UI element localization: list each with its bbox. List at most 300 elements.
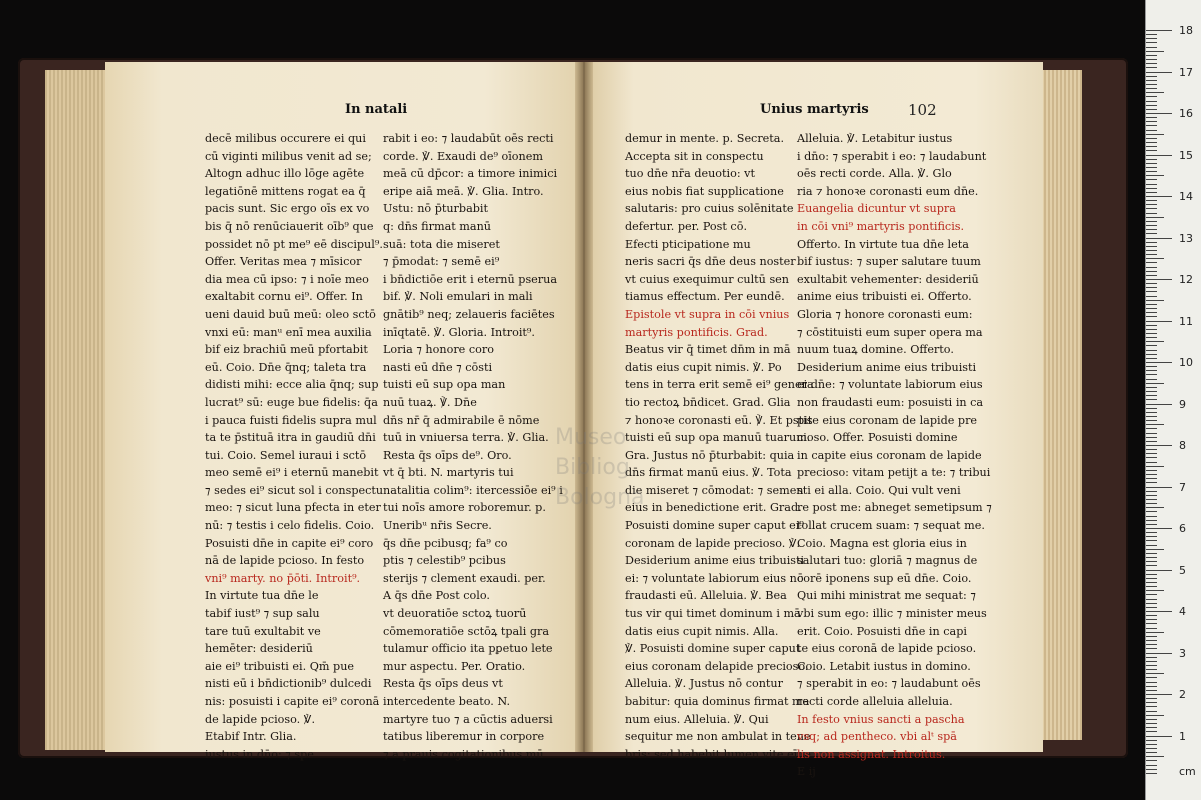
ruler-tick [1146,731,1157,732]
ruler-tick [1146,565,1157,566]
text-line: Coio. Magna est gloria eius in [797,536,967,550]
ruler-tick [1146,412,1157,413]
text-line: ta te p̄stituā itra in gaudiū dn̄i [205,431,376,445]
ruler-tick [1146,350,1157,351]
ruler-tick [1146,101,1157,102]
ruler-tick [1146,744,1157,745]
ruler-tick [1146,213,1157,214]
ruler-tick [1146,233,1157,234]
ruler-tick [1146,30,1172,31]
gutter [575,62,593,752]
text-line: corde. ℣. Exaudi de⁹ oīonem [383,149,543,163]
ruler-tick [1146,96,1157,97]
text-line: ptis ⁊ celestib⁹ pcibus [383,554,506,568]
text-line: martyre tuo ⁊ a cūctis aduersi [383,712,553,726]
ruler-tick [1146,146,1157,147]
watermark-line-3: Bologna [555,485,645,510]
ruler-tick [1146,341,1164,342]
text-line: nis: posuisti i capite ei⁹ coronā [205,695,380,708]
ruler-tick [1146,196,1172,197]
text-line: dn̄s nr̄ q̄ admirabile ē nōme [383,413,540,427]
text-line: ⁊ sperabit in eo: ⁊ laudabunt oēs [797,677,981,691]
ruler-tick [1146,499,1157,500]
ruler-tick [1146,702,1157,703]
ruler-tick [1146,532,1157,533]
ruler-tick [1146,287,1157,288]
text-line: A q̄s dn̄e Post colo. [383,589,490,603]
text-line: mur aspectu. Per. Oratio. [383,659,526,673]
ruler-tick [1146,682,1157,683]
ruler-tick [1146,433,1157,434]
ruler-tick [1146,366,1157,367]
ruler-tick [1146,76,1157,77]
text-line: tiamus effectum. Per eundē. [625,290,785,304]
ruler-tick [1146,740,1157,741]
ruler-tick [1146,55,1157,56]
ruler-tick [1146,673,1164,674]
ruler-tick [1146,677,1157,678]
ruler-tick [1146,105,1157,106]
text-line: datis eius cupit nimis. ℣. Po [625,360,782,374]
ruler-number: 3 [1179,646,1186,660]
text-line: vt q̄ bti. N. martyris tui [383,466,514,480]
ruler-tick [1146,275,1157,276]
ruler-tick [1146,653,1172,654]
text-line: pacis sunt. Sic ergo oīs ex vo [205,202,370,216]
text-line: tus vir qui timet dominum i mā [625,607,801,621]
text-line: sti ei alla. Coio. Qui vult veni [797,483,961,497]
text-line: datis eius cupit nimis. Alla. [625,624,779,638]
text-line: cū viginti milibus venit ad se; [205,149,372,163]
text-line: Altogn adhuc illo lōge agēte [205,167,365,181]
text-line: Loria ⁊ honore coro [383,343,494,357]
ruler-number: 6 [1179,522,1186,535]
text-line: bif. ℣. Noli emulari in mali [383,290,533,304]
text-line: Qui mihi ministrat me sequat: ⁊ [797,589,976,603]
ruler-tick [1146,482,1157,483]
ruler-tick [1146,225,1157,226]
text-line: vni⁹ marty. no p̄ōti. Introit⁹. [205,571,361,585]
ruler-tick [1146,491,1157,492]
text-line: ei: ⁊ voluntate labiorum eius nō [625,571,804,585]
ruler-number: 18 [1179,24,1193,37]
ruler-tick [1146,408,1157,409]
text-line: i dn̄o: ⁊ sperabit i eo: ⁊ laudabunt [797,149,987,163]
ruler-tick [1146,325,1157,326]
text-line: nuū tuaꝝ. ℣. Dn̄e [383,395,477,409]
ruler-tick [1146,599,1157,600]
ruler-tick [1146,362,1172,363]
ruler-tick [1146,503,1157,504]
text-line: E ij [797,765,816,779]
ruler-tick [1146,478,1157,479]
text-line: pite eius coronam de lapide pre [797,413,978,427]
text-line: oēs recti corde. Alla. ℣. Glo [797,167,952,181]
text-line: meo semē ei⁹ i eternū manebit [205,466,379,480]
text-line: ⁊ sedes ei⁹ sicut sol i conspectu [205,483,384,497]
ruler-number: 9 [1179,397,1186,411]
text-line: in cōi vni⁹ martyris pontificis. [797,219,965,233]
text-line: recti corde alleluia alleluia. [797,695,953,708]
text-line: decē milibus occurere ei qui [205,132,366,145]
left-running-head: In natali [345,102,408,117]
ruler-tick [1146,47,1157,48]
text-line: Etabif Intr. Glia. [205,730,297,744]
ruler-tick [1146,623,1157,624]
ruler-tick [1146,437,1157,438]
ruler-tick [1146,711,1157,712]
text-line: Posuisti domine super caput ei⁹ [625,519,804,533]
text-line: suā: tota die miseret [383,237,500,251]
ruler-tick [1146,188,1157,189]
text-line: gnātib⁹ neq; zelaueris faciētes [383,307,555,321]
ruler-tick [1146,773,1157,774]
text-line: legatiōnē mittens rogat ea q̄ [205,184,366,198]
text-line: didisti mihi: ecce alia q̄nq; sup [205,378,379,392]
ruler-tick [1146,615,1157,616]
text-line: salutaris: pro cuius solēnitate [625,202,794,216]
text-line: sequitur me non ambulat in tene [625,730,811,744]
ruler-tick [1146,706,1157,707]
ruler-number: 13 [1179,231,1193,245]
text-line: tui noīs amore roboremur. p. [383,501,546,515]
ruler-tick [1146,159,1157,160]
text-line: tui. Coio. Semel iuraui i sctō [205,448,367,462]
text-line: lis non assignat. Introitus. [797,747,946,761]
text-line: precioso: vitam petijt a te: ⁊ tribui [797,466,991,480]
text-line: in capite eius coronam de lapide [797,448,982,462]
ruler-tick [1146,690,1157,691]
ruler-tick [1146,586,1157,587]
ruler-tick [1146,300,1164,301]
ruler-tick [1146,370,1157,371]
ruler-tick [1146,765,1157,766]
text-line: sterijs ⁊ clement exaudi. per. [383,571,546,585]
text-line: Uneribᵘ nr̄is Secre. [383,519,492,533]
text-line: nasti eū dn̄e ⁊ cōsti [383,360,493,374]
ruler-tick [1146,657,1157,658]
text-line: Euangelia dicuntur vt supra [797,202,956,216]
text-line: te eius coronā de lapide pcioso. [797,642,977,656]
text-line: Desiderium anime eius tribuisti [625,554,805,568]
ruler-tick [1146,636,1157,637]
text-line: babitur: quia dominus firmat ma [625,695,810,708]
text-line: cōmemoratiōe sctōꝝ tpali gra [383,624,550,638]
ruler-tick [1146,474,1157,475]
text-line: q̄s dn̄e pcibusq; fa⁹ co [383,536,508,550]
text-line: Offerto. In virtute tua dn̄e leta [797,237,969,251]
ruler-tick [1146,242,1157,243]
ruler-number: 2 [1179,688,1186,701]
text-line: bif iustus: ⁊ super salutare tuum [797,255,981,269]
text-line: vt deuoratiōe sctoꝝ tuorū [383,607,527,621]
ruler-tick [1146,271,1157,272]
ruler-tick [1146,167,1157,168]
text-line: Coio. Letabit iustus in domino. [797,659,971,673]
ruler-tick [1146,125,1157,126]
ruler-tick [1146,117,1157,118]
ruler-number: 5 [1179,563,1186,577]
ruler-tick [1146,603,1157,604]
text-line: rabit i eo: ⁊ laudabūt oēs recti [383,132,554,145]
text-line: meā cū dp̄cor: a timore inimici [383,167,558,181]
ruler-tick [1146,238,1172,239]
ruler-tick [1146,590,1164,591]
text-line: nisti eū i bn̄dictionib⁹ dulcedi [205,677,372,691]
ruler-tick [1146,748,1157,749]
ruler-tick [1146,229,1157,230]
text-line: exaltabit cornu ei⁹. Offer. In [205,290,363,304]
ruler-tick [1146,84,1157,85]
ruler-tick [1146,59,1157,60]
ruler-tick [1146,130,1157,131]
ruler-tick [1146,204,1157,205]
ruler-tick [1146,715,1164,716]
ruler-tick [1146,511,1157,512]
ruler-tick [1146,686,1157,687]
text-line: ⁊ honoꝛe coronasti eū. ℣. Et pstis [625,413,813,427]
ruler-tick [1146,445,1172,446]
text-line: eū. Coio. Dn̄e q̄nq; taleta tra [205,360,367,374]
ruler-tick [1146,88,1157,89]
text-line: cioso. Offer. Posuisti domine [797,431,958,445]
ruler-tick [1146,316,1157,317]
ruler-tick [1146,354,1157,355]
ruler-tick [1146,752,1157,753]
ruler-tick [1146,462,1157,463]
ruler-tick [1146,536,1157,537]
text-line: q: dn̄s firmat manū [383,219,491,233]
text-line: tuisti eū sup opa man [383,378,506,392]
ruler-tick [1146,582,1157,583]
text-line: In virtute tua dn̄e le [205,589,319,603]
ruler-tick [1146,578,1157,579]
ruler-tick [1146,736,1172,737]
ruler-tick [1146,719,1157,720]
text-line: de lapide pcioso. ℣. [205,712,316,726]
ruler-tick [1146,333,1157,334]
text-line: Resta q̄s oīps deus vt [383,677,503,691]
text-line: ⁊ a prauis cogitationibus mū [383,747,544,761]
ruler-tick [1146,374,1157,375]
text-line: nuum tuaꝝ domine. Offerto. [797,343,954,357]
ruler-tick [1146,296,1157,297]
ruler-tick [1146,267,1157,268]
ruler-tick [1146,171,1157,172]
text-line: Alleluia. ℣. Justus nō contur [625,677,783,691]
text-line: fraudasti eū. Alleluia. ℣. Bea [625,589,787,603]
text-line: corē iponens sup eū dn̄e. Coio. [797,571,972,585]
text-line: possidet nō pt me⁹ eē discipul⁹. [205,237,383,251]
ruler-tick [1146,67,1157,68]
ruler-unit-label: cm [1179,765,1196,778]
ruler-tick [1146,420,1157,421]
ruler-tick [1146,358,1157,359]
ruler-tick [1146,520,1157,521]
text-line: Beatus vir q̄ timet dn̄m in mā [625,343,791,357]
measuring-ruler [1145,0,1201,800]
text-line: dia mea cū ipso: ⁊ i noīe meo [205,272,369,286]
ruler-tick [1146,142,1157,143]
text-line: Posuisti dn̄e in capite ei⁹ coro [205,536,374,550]
right-running-head: Unius martyris [760,102,869,117]
ruler-tick [1146,291,1157,292]
ruler-tick [1146,594,1157,595]
ruler-tick [1146,221,1157,222]
ruler-tick [1146,321,1172,322]
text-line: vt cuius exequimur cultū sen [625,272,790,286]
ruler-tick [1146,694,1172,695]
ruler-tick [1146,404,1172,405]
text-line: dn̄s firmat manū eius. ℣. Tota [625,466,792,480]
ruler-tick [1146,661,1157,662]
ruler-tick [1146,607,1157,608]
text-line: martyris pontificis. Grad. [625,325,768,339]
ruler-tick [1146,395,1157,396]
text-line: tuo dn̄e nr̄a deuotio: vt [625,167,755,181]
ruler-tick [1146,179,1157,180]
text-line: hemēter: desideriū [205,642,313,656]
left-page-column-1 [205,130,384,763]
ruler-tick [1146,611,1172,612]
ruler-tick [1146,72,1172,73]
ruler-tick [1146,246,1157,247]
ruler-tick [1146,507,1164,508]
text-line: non fraudasti eum: posuisti in ca [797,395,984,409]
ruler-tick [1146,665,1157,666]
text-line: intercedente beato. N. [383,695,511,708]
ruler-number: 10 [1179,356,1193,369]
ruler-number: 14 [1179,190,1193,203]
text-line: die miseret ⁊ cōmodat: ⁊ semen [625,483,804,497]
text-line: ria ⁊ honoꝛe coronasti eum dn̄e. [797,184,979,198]
text-line: eius in benedictione erit. Grad. [625,501,802,515]
ruler-tick [1146,391,1157,392]
ruler-tick [1146,308,1157,309]
ruler-tick [1146,184,1157,185]
text-line: tuisti eū sup opa manuū tuarum. [625,431,811,445]
text-line: eius coronam delapide precioso. [625,659,809,673]
ruler-tick [1146,648,1157,649]
right-page-column-2 [797,130,992,781]
ruler-number: 15 [1179,148,1193,162]
ruler-tick [1146,561,1157,562]
ruler-tick [1146,669,1157,670]
text-line: Alleluia. ℣. Letabitur iustus [797,132,953,145]
ruler-tick [1146,524,1157,525]
ruler-tick [1146,756,1164,757]
text-line: tens in terra erit semē ei⁹ genera [625,378,814,392]
text-line: natalitia colim⁹: itercessiōe ei⁹ i [383,483,563,497]
ruler-tick [1146,80,1157,81]
ruler-tick [1146,304,1157,305]
left-page-column-2 [383,130,563,763]
text-line: re post me: abneget semetipsum ⁊ [797,501,992,515]
ruler-tick [1146,470,1157,471]
ruler-tick [1146,466,1164,467]
text-line: salutari tuo: gloriā ⁊ magnus de [797,554,978,568]
ruler-tick [1146,553,1157,554]
text-line: Gloria ⁊ honore coronasti eum: [797,307,973,321]
text-line: num eius. Alleluia. ℣. Qui [625,712,769,726]
ruler-number: 11 [1179,314,1193,328]
right-page-column-1 [625,130,815,763]
ruler-tick [1146,175,1164,176]
ruler-tick [1146,250,1157,251]
text-line: defertur. per. Post cō. [625,219,747,233]
text-line: Gra. Justus nō p̄turbabit: quia [625,448,795,462]
ruler-number: 17 [1179,65,1193,79]
ruler-tick [1146,727,1157,728]
ruler-tick [1146,570,1172,571]
text-line: tio rectoꝝ bn̄dicet. Grad. Glia [625,395,791,409]
ruler-tick [1146,428,1157,429]
text-line: Resta q̄s oīps de⁹. Oro. [383,448,512,462]
text-line: ei dn̄e: ⁊ voluntate labiorum eius [797,378,983,392]
text-line: exultabit vehementer: desideriū [797,272,979,286]
text-line: bis q̄ nō renūciauerit oīb⁹ que [205,219,374,233]
ruler-tick [1146,383,1164,384]
text-line: tatibus liberemur in corpore [383,730,545,744]
text-line: tare tuū exultabit ve [205,624,321,638]
text-line: eius nobis fiat supplicatione [625,184,784,198]
ruler-tick [1146,217,1164,218]
text-line: bif eiz brachiū meū pfortabit [205,343,368,357]
ruler-tick [1146,279,1172,280]
text-line: nā de lapide pcioso. In festo [205,554,365,568]
text-line: neris sacri q̄s dn̄e deus noster [625,255,796,269]
ruler-tick [1146,38,1157,39]
ruler-tick [1146,109,1157,110]
text-line: ⁊ cōstituisti eum super opera ma [797,325,983,339]
ruler-tick [1146,769,1157,770]
ruler-tick [1146,416,1157,417]
ruler-tick [1146,528,1172,529]
ruler-tick [1146,487,1172,488]
ruler-number: 16 [1179,107,1193,120]
ruler-tick [1146,449,1157,450]
text-line: tulamur officio ita pꝑetuo lete [383,642,553,656]
text-line: lucrat⁹ sū: euge bue fidelis: q̄a [205,395,378,409]
ruler-tick [1146,723,1157,724]
ruler-tick [1146,574,1157,575]
ruler-tick [1146,632,1164,633]
watermark-line-1: Museo [555,425,627,450]
ruler-tick [1146,92,1164,93]
ruler-tick [1146,640,1157,641]
ruler-tick [1146,150,1157,151]
ruler-tick [1146,441,1157,442]
text-line: ⁊ p̄modat: ⁊ semē ei⁹ [383,255,500,269]
text-line: vbi sum ego: illic ⁊ minister meus [797,607,987,621]
text-line: tollat crucem suam: ⁊ sequat me. [797,519,985,533]
ruler-tick [1146,545,1157,546]
folio-number: 102 [908,101,937,119]
ruler-tick [1146,628,1157,629]
ruler-tick [1146,619,1157,620]
ruler-tick [1146,312,1157,313]
text-line: In festo vnius sancti a pascha [797,712,965,726]
ruler-tick [1146,134,1164,135]
ruler-tick [1146,540,1157,541]
text-line: Ustu: nō p̄turbabit [383,202,488,216]
text-line: Desiderium anime eius tribuisti [797,360,977,374]
ruler-number: 4 [1179,605,1186,618]
ruler-tick [1146,63,1157,64]
text-line: eripe aiā meā. ℣. Glia. Intro. [383,184,544,198]
ruler-number: 7 [1179,480,1186,494]
text-line: nū: ⁊ testis i celo fidelis. Coio. [205,519,375,533]
